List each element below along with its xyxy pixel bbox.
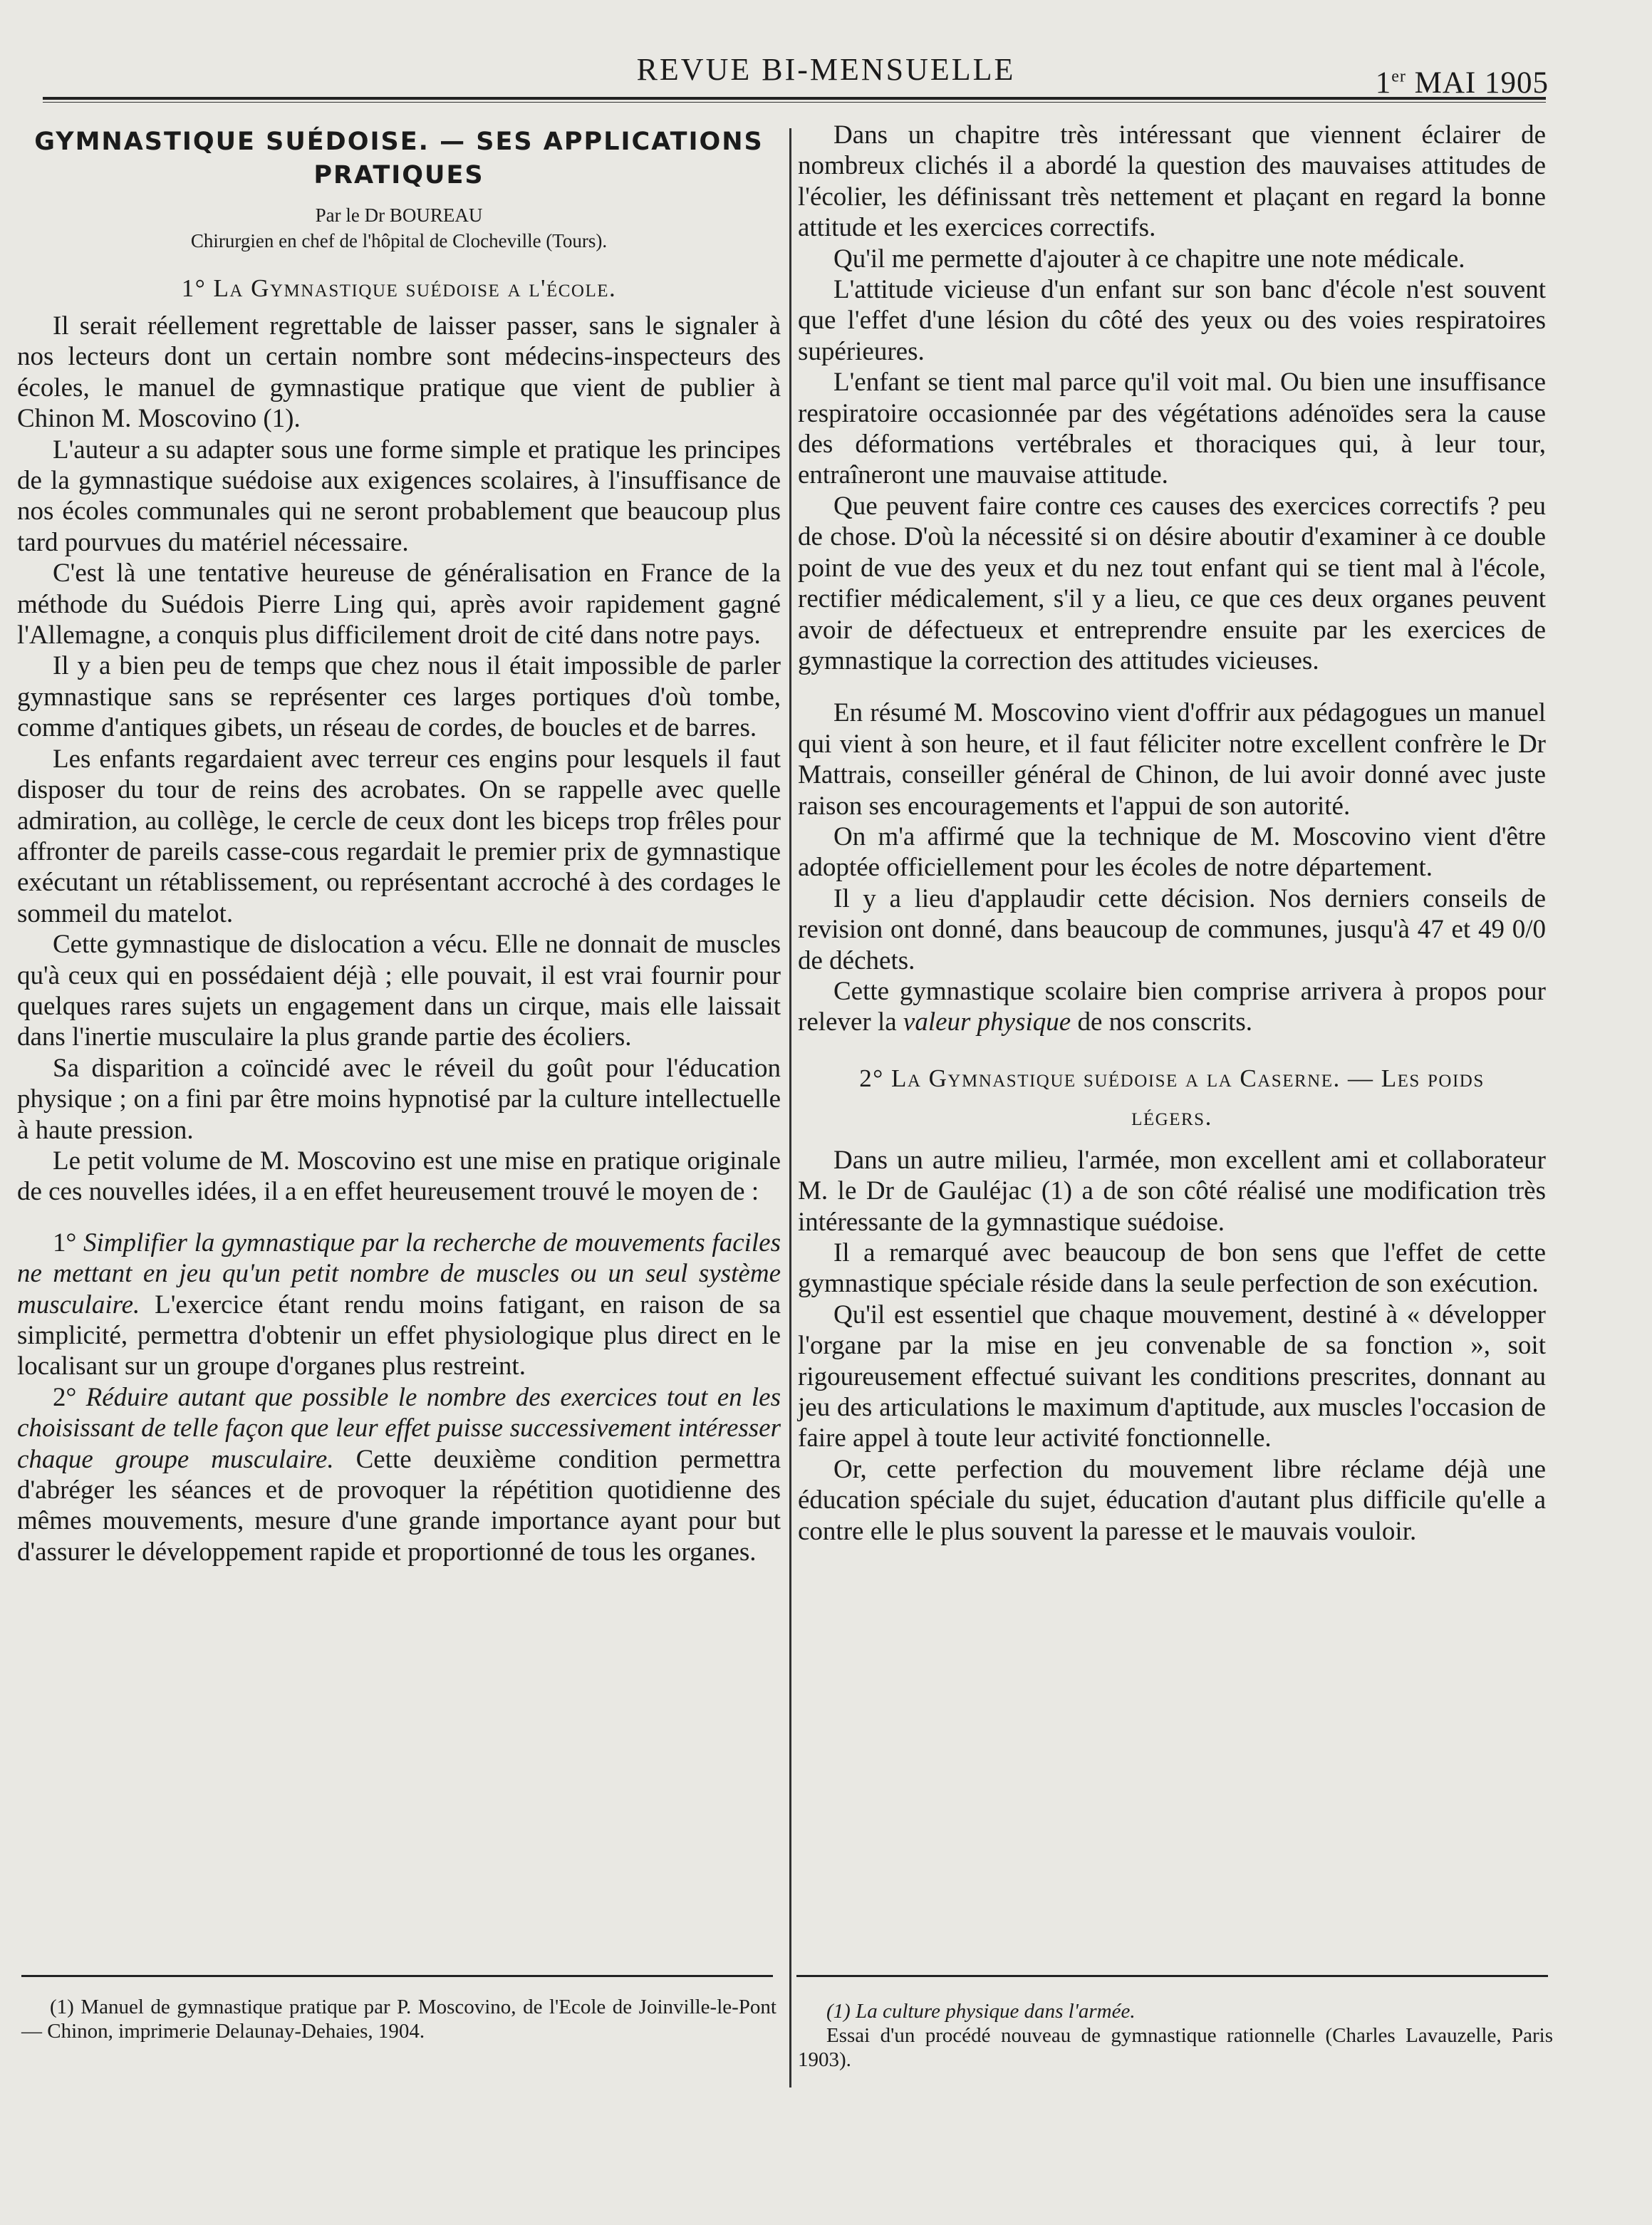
article-title [17, 125, 781, 192]
conclusion-text-end: de nos conscrits. [1077, 1007, 1253, 1037]
paragraph: L'attitude vicieuse d'un enfant sur son banc d'école n'est souvent que l'effet d'une lésion du côté des yeux ou des voies respiratoires supérieures. [798, 275, 1546, 366]
paragraph: Il a remarqué avec beaucoup de bon sens que l'effet de cette gymnastique spéciale réside dans la seule perfection de son exécution. [798, 1238, 1546, 1299]
paragraph: Qu'il me permette d'ajouter à ce chapitre une note médicale. [833, 244, 1465, 274]
paragraph: L'auteur a su adapter sous une forme simple et pratique les principes de la gymnastique suédoise aux exigences scolaires, à l'insuffisance de nos écoles communales qui ne seront probablement que beaucoup plus tard pourvues du matériel nécessaire. [17, 435, 781, 557]
list-item-number: 1° [53, 1228, 77, 1257]
date-sup: er [1391, 67, 1406, 86]
list-item-italic: Réduire autant que possible le nombre des exercices tout en les choisissant de telle façon que leur effet puisse successivement intéresser chaque groupe musculaire. [17, 1382, 781, 1474]
list-item-text: Cette deuxième condition permettra d'abréger les séances et de provoquer la répétition quotidienne des mêmes mouvements, mesure d'une grande importance ayant pour but d'assurer le développement rapide et proportionné de tous les organes. [17, 1444, 781, 1567]
paragraph: Il y a lieu d'applaudir cette décision. Nos derniers conseils de revision ont donné, dans beaucoup de communes, jusqu'à 47 et 49 0/0 de déchets. [798, 883, 1546, 975]
list-item-italic: Simplifier la gymnastique par la recherche de mouvements faciles ne mettant en jeu qu'un petit nombre de muscles ou un seul système musculaire. [17, 1228, 781, 1319]
paragraph: Qu'il est essentiel que chaque mouvement, destiné à « développer l'organe par la mise en jeu convenable de sa fonction », soit rigoureusement effectué suivant les conditions prescrites, donnant au jeu des articulations le maximum d'aptitude, aux muscles l'occasion de faire appel à toute leur activité fonctionnelle. [798, 1300, 1546, 1453]
list-item-1 [17, 1228, 781, 1382]
paragraph: Que peuvent faire contre ces causes des exercices correctifs ? peu de chose. D'où la nécessité si on désire aboutir d'examiner à ce double point de vue des yeux et du nez tout enfant qui se tient mal à l'école, rectifier médicalement, s'il y a lieu, ce que ces deux organes peuvent avoir de défectueux et entreprendre ensuite par les exercices de gymnastique la correction des attitudes vicieuses. [798, 491, 1546, 675]
paragraph: Il y a bien peu de temps que chez nous il était impossible de parler gymnastique sans se représenter ces larges portiques d'où tombe, comme d'antiques gibets, un réseau de cordes, de boucles et de barres. [17, 651, 781, 743]
paragraph: Dans un chapitre très intéressant que viennent éclairer de nombreux clichés il a abordé la question des mauvaises attitudes de l'écolier, les définissant très nettement et plaçant en regard la bonne attitude et les exercices correctifs. [798, 120, 1546, 243]
footnote-right [798, 1999, 1553, 2072]
footnote-rule-left [21, 1975, 773, 1977]
paragraph: Le petit volume de M. Moscovino est une mise en pratique originale de ces nouvelles idées, il a en effet heureusement trouvé le moyen de : [17, 1146, 781, 1207]
footnote-title [798, 1999, 1553, 2023]
right-column [798, 120, 1546, 1547]
article-title-line1: GYMNASTIQUE SUÉDOISE. — SES APPLICATIONS [34, 128, 764, 156]
section-heading-1: 1° La Gymnastique suédoise a l'école. [181, 274, 617, 302]
footnote-text: (1) Manuel de gymnastique pratique par P. Moscovino, de l'Ecole de Joinville-le-Pont — Chinon, imprimerie Delaunay-Dehaies, 1904. [21, 1996, 776, 2043]
paragraph: Dans un autre milieu, l'armée, mon excellent ami et collaborateur M. le Dr de Gauléjac (1) a de son côté réalisé une modification très intéressante de la gymnastique suédoise. [798, 1145, 1546, 1237]
paragraph: Cette gymnastique de dislocation a vécu. Elle ne donnait de muscles qu'à ceux qui en possédaient déjà ; elle pouvait, il est vrai fournir pour quelques rares sujets un engagement dans un cirque, mais elle laissait dans l'inertie musculaire la plus grande partie des écoliers. [17, 930, 781, 1052]
paragraph: Il serait réellement regrettable de laisser passer, sans le signaler à nos lecteurs dont un certain nombre sont médecins-inspecteurs des écoles, le manuel de gymnastique pratique que vient de publier à Chinon M. Moscovino (1). [17, 311, 781, 434]
running-title: REVUE BI-MENSUELLE [636, 52, 1016, 87]
date-rest: MAI 1905 [1414, 66, 1549, 100]
footnote-left [21, 1995, 776, 2043]
paragraph-conclusion [798, 976, 1546, 1038]
header-rule [43, 97, 1546, 100]
paragraph: Or, cette perfection du mouvement libre réclame déjà une éducation spéciale du sujet, éducation d'autant plus difficile qu'elle a contre elle le plus souvent la paresse et le mauvais vouloir. [798, 1454, 1546, 1546]
conclusion-italic: valeur physique [903, 1007, 1071, 1037]
list-item-2 [17, 1382, 781, 1567]
date-day: 1 [1375, 66, 1392, 100]
footnote-italic: (1) La culture physique dans l'armée. [826, 2000, 1136, 2023]
paragraph: C'est là une tentative heureuse de généralisation en France de la méthode du Suédois Pierre Ling qui, après avoir rapidement gagné l'Allemagne, a conquis plus difficilement droit de cité dans notre pays. [17, 559, 781, 650]
list-item-text: L'exercice étant rendu moins fatigant, en raison de sa simplicité, permettra d'obtenir un effet physiologique plus direct en le localisant sur un groupe d'organes plus restreint. [17, 1290, 781, 1381]
footnote-text: Essai d'un procédé nouveau de gymnastique rationnelle (Charles Lavauzelle, Paris 1903). [798, 2024, 1553, 2071]
running-head [0, 44, 1652, 100]
column-divider [789, 128, 791, 2087]
paragraph: L'enfant se tient mal parce qu'il voit mal. Ou bien une insuffisance respiratoire occasionnée par des végétations adénoïdes sera la cause des déformations vertébrales et thoraciques qui, à leur tour, entraîneront une mauvaise attitude. [798, 368, 1546, 490]
paragraph: Sa disparition a coïncidé avec le réveil du goût pour l'éducation physique ; on a fini par être moins hypnotisé par la culture intellectuelle à haute pression. [17, 1053, 781, 1145]
header-rule-thin [43, 102, 1546, 103]
conclusion-text-start: Cette gymnastique scolaire bien comprise arrivera à propos pour relever la [798, 976, 1546, 1037]
left-column [17, 120, 781, 1567]
paragraph: En résumé M. Moscovino vient d'offrir aux pédagogues un manuel qui vient à son heure, et il faut féliciter notre excellent confrère le Dr Mattrais, conseiller général de Chinon, de lui avoir donné avec juste raison ses encouragements et l'appui de son autorité. [798, 698, 1546, 821]
article-author: Par le Dr BOUREAU [315, 204, 483, 226]
section-heading-2-continued: légers. [1131, 1102, 1212, 1131]
issue-date [1376, 66, 1549, 100]
list-item-number: 2° [53, 1382, 77, 1412]
paragraph: On m'a affirmé que la technique de M. Moscovino vient d'être adoptée officiellement pour les écoles de notre département. [798, 821, 1546, 883]
paragraph: Les enfants regardaient avec terreur ces engins pour lesquels il faut disposer du tour de reins des acrobates. On se rappelle avec quelle admiration, au collège, le cercle de ceux dont les biceps trop frêles pour affronter de pareils casse-cous regardait le premier prix de gymnastique exécutant un rétablissement, ou représentant accroché à des cordages le sommeil du matelot. [17, 744, 781, 928]
section-heading-2: 2° La Gymnastique suédoise a la Caserne. — Les poids [859, 1064, 1485, 1092]
article-title-line2: PRATIQUES [313, 161, 484, 190]
footnote-rule-right [796, 1975, 1548, 1977]
author-affiliation: Chirurgien en chef de l'hôpital de Clocheville (Tours). [190, 230, 608, 251]
